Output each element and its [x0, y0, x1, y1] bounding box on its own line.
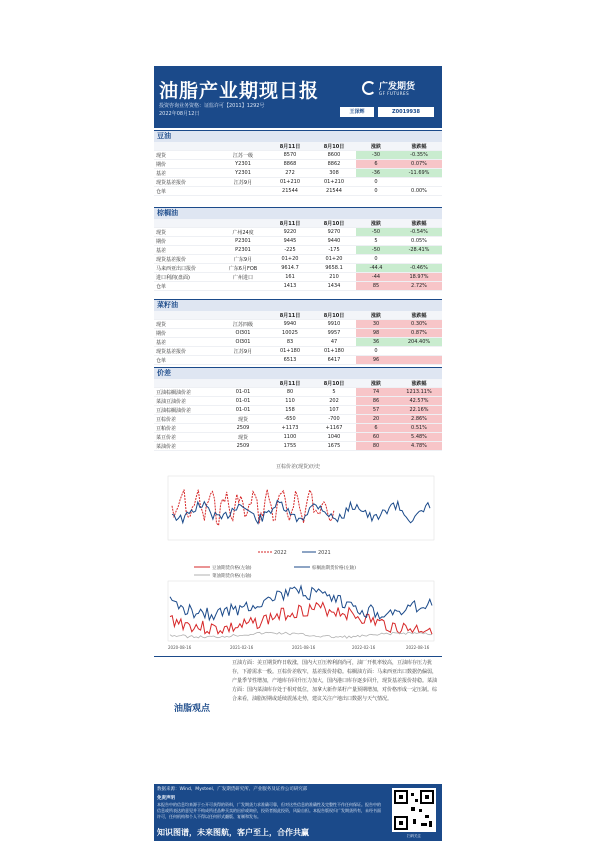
table-cell: 21544 — [268, 187, 312, 196]
spread-section — [154, 367, 442, 451]
outlook-section — [154, 656, 442, 785]
x-tick-label: 2020-08-16 — [168, 645, 192, 650]
data-source: 数据来源：Wind、Mysteel、广发期货研究所、产业服务及证券公司研究部 — [157, 787, 308, 792]
table-row — [154, 151, 442, 160]
column-header: 涨跌 — [356, 142, 396, 151]
table-cell: 60 — [356, 433, 396, 442]
table-cell: +1173 — [268, 424, 312, 433]
column-header: 8月10日 — [312, 142, 356, 151]
table-cell: 1434 — [312, 282, 356, 291]
table-cell: 现货 — [218, 433, 268, 442]
company-logo — [362, 79, 424, 99]
rapeseed-section — [154, 299, 442, 365]
column-header — [154, 311, 218, 320]
table-cell: 9940 — [268, 320, 312, 329]
table-cell: 83 — [268, 338, 312, 347]
table-cell: 0.07% — [396, 160, 442, 169]
table-cell: -44.4 — [356, 264, 396, 273]
column-header: 涨跌幅 — [396, 311, 442, 320]
table-row — [154, 388, 442, 397]
license-badge: Z0019938 — [378, 107, 434, 117]
table-cell: 1675 — [312, 442, 356, 451]
table-cell: 6 — [356, 160, 396, 169]
table-header-row — [154, 142, 442, 151]
analyst-badge: 王泽辉 — [340, 107, 374, 117]
row-label: 现货 — [154, 320, 218, 329]
table-header-row — [154, 311, 442, 320]
table-cell: 01-01 — [218, 406, 268, 415]
table-cell: -44 — [356, 273, 396, 282]
table-cell: 01+20 — [268, 255, 312, 264]
table-cell: -0.35% — [396, 151, 442, 160]
table-cell: 2509 — [218, 424, 268, 433]
table-row — [154, 282, 442, 291]
table-row — [154, 187, 442, 196]
table-cell: 01+20 — [312, 255, 356, 264]
table-cell: 9440 — [312, 237, 356, 246]
table-cell: 1413 — [268, 282, 312, 291]
soy-section — [154, 130, 442, 196]
table-cell: 2.86% — [396, 415, 442, 424]
disclaimer-text: 本报告中的信息均来源于公开可获得的资料，广发期货力求准确可靠，但对这些信息的准确性及完整性不作任何保证。报告中的信息或所表达的意见并不构成所述品种买卖的出价或询价，投资者据此投资，风险自担。本报告版权归广发期货所有，未经书面许可，任何机构和个人不得以任何形式翻版、复制和发布。 — [157, 802, 381, 819]
table-row — [154, 228, 442, 237]
column-header — [154, 219, 218, 228]
table-cell: 18.97% — [396, 273, 442, 282]
table-cell — [396, 347, 442, 356]
outlook-text: 豆油方面：美豆期货昨日收涨，国内大豆压榨利润尚可，油厂开机率较高，豆油库存压力犹存，下游需求一般。豆棕价差收窄，基差报价持稳。棕榈油方面：马来西亚出口数据仍偏弱，产量季节性增加，产地库存回升压力加大，国内港口库存逐步回升，现货基差报价持稳。菜油方面：国内菜油库存处于相对低位，加拿大新作菜籽产量预期增加，对价格形成一定压制。综合来看，油脂短期或延续震荡走势，建议关注产地出口数据与天气情况。 — [232, 660, 438, 702]
table-row — [154, 433, 442, 442]
table-cell: 2.72% — [396, 282, 442, 291]
table-row — [154, 406, 442, 415]
table-cell: 86 — [356, 397, 396, 406]
table-cell: 01+210 — [312, 178, 356, 187]
table-row — [154, 442, 442, 451]
table-cell: -0.46% — [396, 264, 442, 273]
row-label: 基差 — [154, 169, 218, 178]
table-cell: -11.69% — [396, 169, 442, 178]
row-label: 现货 — [154, 228, 218, 237]
table-cell: 57 — [356, 406, 396, 415]
table-cell — [218, 356, 268, 365]
table-cell: Y2301 — [218, 160, 268, 169]
report-date: 2022年08月12日 — [159, 111, 200, 117]
qr-caption: 扫码关注 — [407, 834, 421, 838]
table-cell: 96 — [356, 356, 396, 365]
table-row — [154, 347, 442, 356]
table-cell: 广东9月 — [218, 255, 268, 264]
table-row — [154, 273, 442, 282]
row-label: 菜豆价差 — [154, 433, 218, 442]
table-cell: 9957 — [312, 329, 356, 338]
column-header: 8月11日 — [268, 219, 312, 228]
table-cell: 6417 — [312, 356, 356, 365]
legend-label: 2021 — [318, 550, 331, 556]
table-cell: 0 — [356, 178, 396, 187]
palm-section — [154, 207, 442, 291]
table-row — [154, 178, 442, 187]
column-header: 涨跌 — [356, 379, 396, 388]
x-tick-label: 2021-08-16 — [292, 645, 316, 650]
table-cell — [396, 255, 442, 264]
row-label: 仓单 — [154, 187, 218, 196]
row-label: 马来西亚出口报价 — [154, 264, 218, 273]
futures-price-chart — [154, 561, 442, 655]
table-cell: 江苏四级 — [218, 320, 268, 329]
column-header: 涨跌幅 — [396, 379, 442, 388]
table-cell: 广东6月FOB — [218, 264, 268, 273]
spread-chart — [154, 463, 442, 559]
table-cell: 36 — [356, 338, 396, 347]
qr-code-icon — [392, 788, 436, 832]
table-cell: 6513 — [268, 356, 312, 365]
section-title: 价差 — [154, 367, 442, 379]
table-cell: 广州进口 — [218, 273, 268, 282]
x-tick-label: 2021-02-16 — [230, 645, 254, 650]
section-title: 棕榈油 — [154, 207, 442, 219]
column-header: 涨跌 — [356, 219, 396, 228]
table-cell: 47 — [312, 338, 356, 347]
qr-code — [392, 788, 436, 832]
table-cell: 30 — [356, 320, 396, 329]
column-header: 涨跌幅 — [396, 142, 442, 151]
table-cell: 9270 — [312, 228, 356, 237]
row-label: 菜油价差 — [154, 442, 218, 451]
row-label: 基差 — [154, 246, 218, 255]
table-cell: 01+180 — [268, 347, 312, 356]
report-footer — [154, 784, 442, 841]
table-cell: 01+180 — [312, 347, 356, 356]
table-cell: 广州24度 — [218, 228, 268, 237]
column-header — [154, 142, 218, 151]
table-cell: 01+210 — [268, 178, 312, 187]
soy-table — [154, 142, 442, 196]
table-header-row — [154, 219, 442, 228]
row-label: 期价 — [154, 160, 218, 169]
column-header: 8月10日 — [312, 379, 356, 388]
table-cell: 9910 — [312, 320, 356, 329]
logo-subtext: GF FUTURES — [379, 91, 410, 96]
table-row — [154, 160, 442, 169]
legend-label: 2022 — [274, 550, 287, 556]
table-cell: -225 — [268, 246, 312, 255]
table-cell: 0 — [356, 187, 396, 196]
table-cell: 210 — [312, 273, 356, 282]
logo-text: 广发期货 — [379, 82, 416, 92]
table-cell: -650 — [268, 415, 312, 424]
table-row — [154, 397, 442, 406]
legend-label: 棕榈油期货价格(左轴) — [312, 566, 357, 571]
section-title: 菜籽油 — [154, 299, 442, 311]
column-header: 8月10日 — [312, 219, 356, 228]
table-cell: 现货 — [218, 415, 268, 424]
column-header: 8月11日 — [268, 379, 312, 388]
table-row — [154, 338, 442, 347]
table-cell: 202 — [312, 397, 356, 406]
legend-label: 豆油期货价格(左轴) — [212, 566, 252, 571]
table-row — [154, 415, 442, 424]
disclaimer-title: 免责声明 — [157, 796, 175, 801]
table-cell: 8600 — [312, 151, 356, 160]
table-cell: 20 — [356, 415, 396, 424]
row-label: 仓单 — [154, 282, 218, 291]
logo-mark-icon — [362, 81, 376, 95]
table-cell: 161 — [268, 273, 312, 282]
table-header-row — [154, 379, 442, 388]
x-tick-label: 2022-02-16 — [352, 645, 376, 650]
table-cell: 0 — [356, 347, 396, 356]
row-label: 期价 — [154, 329, 218, 338]
license-line: 投资咨询业务资格：证监许可【2011】1292号 — [159, 103, 265, 109]
table-cell: 80 — [268, 388, 312, 397]
table-cell: 74 — [356, 388, 396, 397]
column-header: 8月11日 — [268, 311, 312, 320]
table-cell: 5.48% — [396, 433, 442, 442]
row-label: 豆棕价差 — [154, 415, 218, 424]
table-row — [154, 264, 442, 273]
table-cell: 江苏9月 — [218, 178, 268, 187]
table-cell: 8868 — [268, 160, 312, 169]
column-header: 8月10日 — [312, 311, 356, 320]
table-cell: P2301 — [218, 237, 268, 246]
table-cell: -700 — [312, 415, 356, 424]
plot-area — [168, 476, 434, 540]
table-cell — [396, 178, 442, 187]
column-header: 涨跌幅 — [396, 219, 442, 228]
column-header — [154, 379, 218, 388]
table-cell: 1213.11% — [396, 388, 442, 397]
column-header — [218, 379, 268, 388]
section-title: 豆油 — [154, 130, 442, 142]
row-label: 菜油豆油价差 — [154, 397, 218, 406]
row-label: 期价 — [154, 237, 218, 246]
table-cell: -28.41% — [396, 246, 442, 255]
table-cell — [218, 187, 268, 196]
report-page — [154, 66, 442, 841]
column-header: 涨跌 — [356, 311, 396, 320]
table-cell: P2301 — [218, 246, 268, 255]
table-cell: 0 — [356, 255, 396, 264]
row-label: 现货 — [154, 151, 218, 160]
table-row — [154, 169, 442, 178]
table-cell: 107 — [312, 406, 356, 415]
table-cell: -36 — [356, 169, 396, 178]
table-cell: 158 — [268, 406, 312, 415]
table-row — [154, 356, 442, 365]
table-cell: 22.16% — [396, 406, 442, 415]
table-cell: 5 — [356, 237, 396, 246]
row-label: 进口利润(盘面) — [154, 273, 218, 282]
table-cell: 0.00% — [396, 187, 442, 196]
outlook-label: 油脂观点 — [174, 704, 211, 714]
table-row — [154, 320, 442, 329]
report-title: 油脂产业期现日报 — [159, 80, 320, 102]
table-cell: 8862 — [312, 160, 356, 169]
table-cell: 9614.7 — [268, 264, 312, 273]
spread-table — [154, 379, 442, 451]
table-row — [154, 255, 442, 264]
table-cell: 10025 — [268, 329, 312, 338]
rapeseed-table — [154, 311, 442, 365]
row-label: 基差 — [154, 338, 218, 347]
report-header — [154, 66, 442, 128]
table-cell: 01-01 — [218, 388, 268, 397]
table-cell: 1100 — [268, 433, 312, 442]
table-cell: 110 — [268, 397, 312, 406]
table-cell: 8570 — [268, 151, 312, 160]
column-header — [218, 311, 268, 320]
table-cell: OI301 — [218, 338, 268, 347]
column-header — [218, 142, 268, 151]
table-cell: 01-01 — [218, 397, 268, 406]
table-cell: 1040 — [312, 433, 356, 442]
palm-table — [154, 219, 442, 291]
table-cell: 9658.1 — [312, 264, 356, 273]
table-cell: 98 — [356, 329, 396, 338]
table-row — [154, 246, 442, 255]
table-cell: 308 — [312, 169, 356, 178]
table-cell — [218, 282, 268, 291]
table-cell: 80 — [356, 442, 396, 451]
row-label: 豆粕价差 — [154, 424, 218, 433]
table-cell: 42.57% — [396, 397, 442, 406]
row-label: 豆油棕榈油价差 — [154, 388, 218, 397]
table-cell: 204.40% — [396, 338, 442, 347]
table-cell: Y2301 — [218, 169, 268, 178]
row-label: 现货基差报价 — [154, 347, 218, 356]
spread-chart-svg — [154, 470, 442, 558]
table-cell: 4.78% — [396, 442, 442, 451]
table-cell: -50 — [356, 246, 396, 255]
table-cell: 0.30% — [396, 320, 442, 329]
table-row — [154, 329, 442, 338]
table-cell: 5 — [312, 388, 356, 397]
company-slogan: 知识图谱，未来图航，客户至上，合作共赢 — [157, 828, 309, 837]
table-cell: 272 — [268, 169, 312, 178]
column-header — [218, 219, 268, 228]
table-cell — [396, 356, 442, 365]
table-cell: 江苏一级 — [218, 151, 268, 160]
table-cell: OI301 — [218, 329, 268, 338]
table-cell: 1755 — [268, 442, 312, 451]
row-label: 仓单 — [154, 356, 218, 365]
table-cell: -30 — [356, 151, 396, 160]
chart-title: 豆棕价差(现货)历史 — [276, 464, 320, 470]
column-header: 8月11日 — [268, 142, 312, 151]
table-cell: 2509 — [218, 442, 268, 451]
table-cell: 0.87% — [396, 329, 442, 338]
legend-label: 菜油期货价格(右轴) — [212, 574, 252, 579]
row-label: 现货基差报价 — [154, 255, 218, 264]
table-cell: 85 — [356, 282, 396, 291]
table-row — [154, 237, 442, 246]
row-label: 豆油棕榈油价差 — [154, 406, 218, 415]
table-cell: 0.05% — [396, 237, 442, 246]
table-row — [154, 424, 442, 433]
table-cell: 9220 — [268, 228, 312, 237]
row-label: 现货基差报价 — [154, 178, 218, 187]
table-cell: +1167 — [312, 424, 356, 433]
table-cell: 6 — [356, 424, 396, 433]
x-tick-label: 2022-08-16 — [406, 645, 430, 650]
table-cell: 0.51% — [396, 424, 442, 433]
futures-price-svg — [154, 561, 442, 655]
table-cell: -175 — [312, 246, 356, 255]
table-cell: -50 — [356, 228, 396, 237]
table-cell: 21544 — [312, 187, 356, 196]
table-cell: 9445 — [268, 237, 312, 246]
table-cell: 江苏9月 — [218, 347, 268, 356]
table-cell: -0.54% — [396, 228, 442, 237]
